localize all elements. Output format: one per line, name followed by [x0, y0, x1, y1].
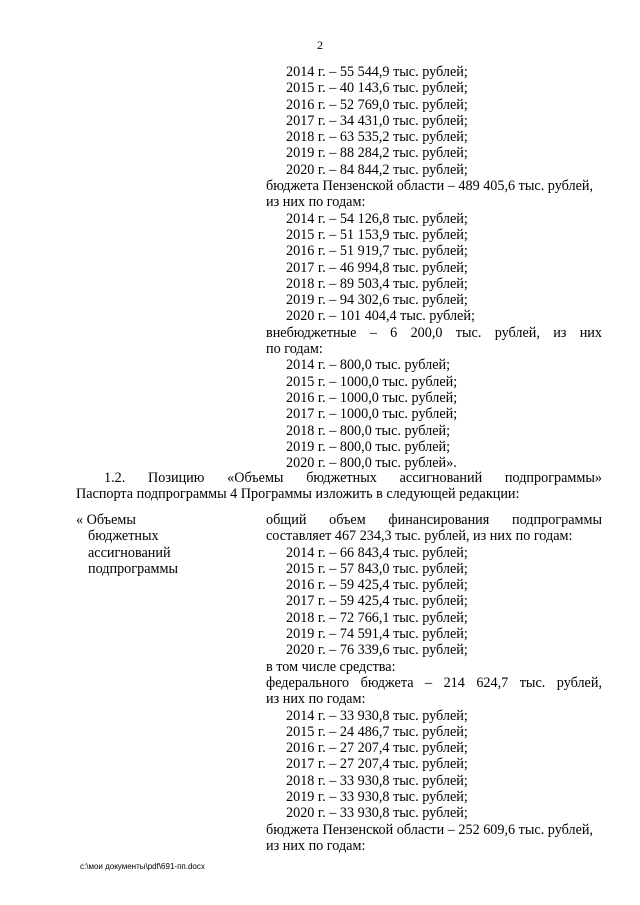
federal-budget-total: федерального бюджета – 214 624,7 тыс. рублей,	[266, 674, 602, 691]
extrabudget-total: внебюджетные – 6 200,0 тыс. рублей, из них	[266, 324, 602, 341]
regional-budget-total: бюджета Пензенской области – 489 405,6 тыс. рублей,	[266, 178, 594, 195]
year-line: 2020 г. – 33 930,8 тыс. рублей;	[286, 805, 468, 822]
year-line: 2020 г. – 76 339,6 тыс. рублей;	[286, 642, 468, 659]
year-line: 2014 г. – 54 126,8 тыс. рублей;	[286, 210, 468, 227]
year-line: 2017 г. – 59 425,4 тыс. рублей;	[286, 593, 468, 610]
year-line: 2014 г. – 66 843,4 тыс. рублей;	[286, 544, 468, 561]
year-line: 2016 г. – 52 769,0 тыс. рублей;	[286, 96, 468, 113]
year-line: 2018 г. – 800,0 тыс. рублей;	[286, 422, 451, 439]
file-path-footer: c:\мои документы\pdf\691-пп.docx	[80, 862, 205, 871]
year-line: 2016 г. – 59 425,4 тыс. рублей;	[286, 577, 468, 594]
regional-budget-total: бюджета Пензенской области – 252 609,6 тыс. рублей,	[266, 821, 594, 838]
year-line: 2017 г. – 34 431,0 тыс. рублей;	[286, 112, 468, 129]
year-line: 2017 г. – 1000,0 тыс. рублей;	[286, 406, 458, 423]
year-line: 2019 г. – 33 930,8 тыс. рублей;	[286, 789, 468, 806]
section-line-1: 1.2. Позицию «Объемы бюджетных ассигнований подпрограммы»	[104, 470, 602, 486]
label-line: « Объемы	[76, 512, 136, 528]
section-line-2: Паспорта подпрограммы 4 Программы изложить в следующей редакции:	[76, 486, 520, 503]
year-line: 2019 г. – 88 284,2 тыс. рублей;	[286, 145, 468, 162]
financing-block-continued	[266, 64, 602, 471]
year-line: 2016 г. – 1000,0 тыс. рублей;	[286, 389, 458, 406]
year-line: 2014 г. – 800,0 тыс. рублей;	[286, 357, 451, 374]
year-line: 2016 г. – 27 207,4 тыс. рублей;	[286, 740, 468, 757]
year-line: 2018 г. – 33 930,8 тыс. рублей;	[286, 772, 468, 789]
intro-line: общий объем финансирования подпрограммы	[266, 512, 602, 528]
table-label-column	[76, 512, 178, 577]
year-line: 2018 г. – 72 766,1 тыс. рублей;	[286, 609, 468, 626]
year-line: 2020 г. – 101 404,4 тыс. рублей;	[286, 308, 475, 325]
year-line: 2018 г. – 63 535,2 тыс. рублей;	[286, 129, 468, 146]
year-line: 2017 г. – 27 207,4 тыс. рублей;	[286, 756, 468, 773]
year-line: 2015 г. – 40 143,6 тыс. рублей;	[286, 80, 468, 97]
page-number: 2	[317, 38, 323, 52]
year-line: 2015 г. – 24 486,7 тыс. рублей;	[286, 723, 468, 740]
including-label: в том числе средства:	[266, 658, 396, 675]
year-line: 2014 г. – 33 930,8 тыс. рублей;	[286, 707, 468, 724]
by-years-label: из них по годам:	[266, 837, 366, 854]
financing-block-new	[266, 512, 602, 854]
intro-line: составляет 467 234,3 тыс. рублей, из них по годам:	[266, 528, 573, 545]
year-line: 2020 г. – 84 844,2 тыс. рублей;	[286, 161, 468, 178]
year-line: 2017 г. – 46 994,8 тыс. рублей;	[286, 259, 468, 276]
label-line: подпрограммы	[88, 560, 178, 577]
year-line: 2019 г. – 74 591,4 тыс. рублей;	[286, 626, 468, 643]
year-line: 2020 г. – 800,0 тыс. рублей».	[286, 455, 457, 472]
year-line: 2018 г. – 89 503,4 тыс. рублей;	[286, 275, 468, 292]
year-line: 2015 г. – 57 843,0 тыс. рублей;	[286, 560, 468, 577]
year-line: 2019 г. – 800,0 тыс. рублей;	[286, 438, 451, 455]
year-line: 2016 г. – 51 919,7 тыс. рублей;	[286, 243, 468, 260]
section-paragraph	[76, 470, 602, 503]
by-years-label: из них по годам:	[266, 194, 366, 211]
year-line: 2019 г. – 94 302,6 тыс. рублей;	[286, 292, 468, 309]
by-years-label: из них по годам:	[266, 691, 366, 708]
year-line: 2015 г. – 51 153,9 тыс. рублей;	[286, 226, 468, 243]
year-line: 2014 г. – 55 544,9 тыс. рублей;	[286, 64, 468, 80]
by-years-label: по годам:	[266, 341, 323, 358]
label-line: бюджетных	[88, 528, 159, 545]
label-line: ассигнований	[88, 544, 171, 561]
year-line: 2015 г. – 1000,0 тыс. рублей;	[286, 373, 458, 390]
